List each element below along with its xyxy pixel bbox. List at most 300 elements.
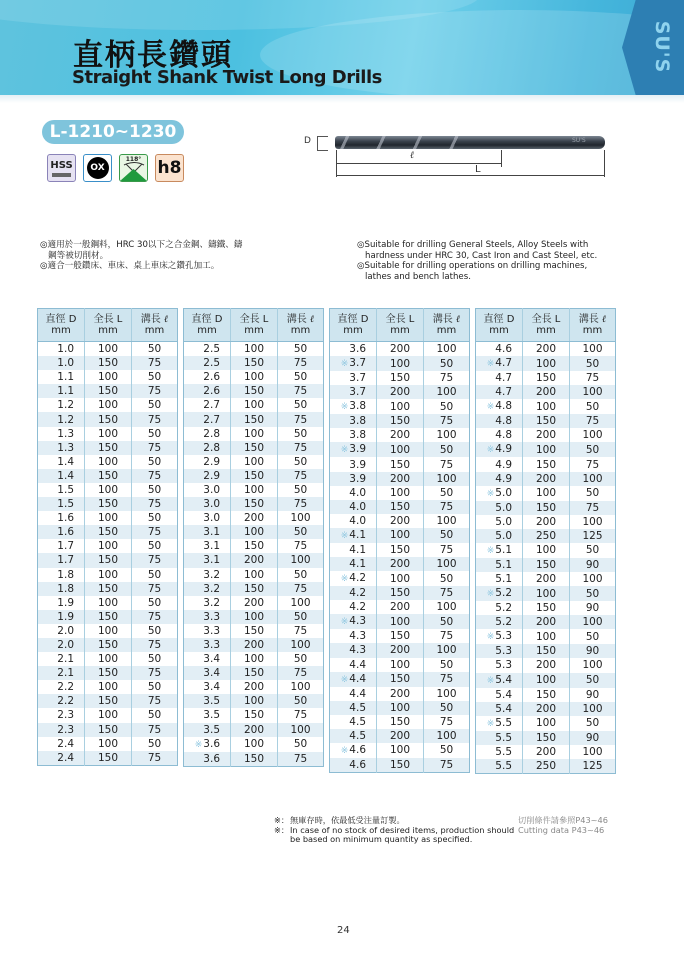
flute-length-cell: 50 (439, 744, 454, 757)
table-row (330, 729, 470, 743)
flute-length-cell: 75 (132, 694, 178, 708)
table-row (330, 571, 470, 586)
diameter-cell: 5.2 (476, 601, 523, 615)
flute-length-cell: 100 (436, 429, 457, 442)
diameter-cell: 3.6 (184, 752, 231, 767)
diameter-cell: 3.1 (184, 553, 231, 567)
flute-length-cell: 50 (147, 709, 162, 722)
diameter-cell: 2.4 (38, 751, 85, 766)
diameter-cell: 5.0 (476, 515, 523, 529)
overall-length-cell: 200 (377, 557, 424, 571)
table-row (184, 483, 324, 497)
overall-length-cell: 100 (85, 596, 132, 610)
overall-length-cell: 100 (377, 614, 424, 629)
table-row (184, 412, 324, 426)
overall-length-cell: 150 (85, 723, 132, 737)
flute-length-cell: 90 (570, 731, 616, 745)
diameter-cell: 4.4 (330, 658, 377, 672)
made-to-order-mark-icon: ※ (340, 445, 349, 456)
table-row (476, 629, 616, 644)
table-row (38, 596, 178, 610)
diameter-cell: 1.6 (38, 525, 85, 539)
diameter-cell: 1.2 (38, 398, 85, 412)
overall-length-cell: 100 (85, 737, 132, 751)
diameter-cell: ※4.7 (476, 356, 523, 371)
table-row (38, 539, 178, 553)
overall-length-cell: 200 (523, 572, 570, 586)
flute-length-cell: 50 (439, 658, 454, 671)
diameter-cell: 4.7 (476, 385, 523, 399)
overall-length-cell: 150 (85, 638, 132, 652)
made-to-order-mark-icon: ※ (340, 402, 349, 413)
spec-table (475, 308, 616, 774)
diameter-cell: 4.5 (330, 729, 377, 743)
table-row (184, 539, 324, 553)
diameter-cell: 2.7 (184, 412, 231, 426)
diameter-cell: ※5.5 (476, 716, 523, 731)
flute-length-cell: 75 (132, 525, 178, 539)
table-row (184, 441, 324, 455)
table-header-row (38, 309, 178, 342)
overall-length-cell: 200 (377, 385, 424, 399)
table-header-row (184, 309, 324, 342)
made-to-order-mark-icon: ※ (340, 617, 349, 628)
made-to-order-mark-icon: ※ (340, 574, 349, 585)
diameter-cell: 3.8 (330, 414, 377, 428)
diameter-cell: 3.0 (184, 483, 231, 497)
overall-length-cell: 150 (85, 553, 132, 567)
flute-length-cell: 50 (147, 568, 162, 581)
flute-length-cell: 100 (582, 573, 603, 586)
diameter-cell: 3.0 (184, 511, 231, 525)
header-diameter: 直徑 D mm (476, 309, 523, 342)
flute-length-cell: 75 (570, 501, 616, 515)
diameter-cell: 1.0 (38, 356, 85, 370)
table-row (184, 370, 324, 384)
footnotes (274, 816, 514, 845)
diameter-cell: 4.0 (330, 486, 377, 500)
note-en-2: be based on minimum quantity as specified. (290, 834, 473, 844)
overall-length-cell: 100 (377, 528, 424, 543)
overall-length-cell: 100 (231, 342, 278, 357)
overall-length-cell: 150 (377, 672, 424, 687)
banner-shadow (0, 95, 684, 103)
diameter-cell: 5.1 (476, 572, 523, 586)
diameter-cell: ※4.2 (330, 571, 377, 586)
spec-table (183, 308, 324, 767)
diameter-cell: 4.7 (476, 371, 523, 385)
table-row (184, 427, 324, 441)
flute-length-cell: 50 (147, 737, 162, 750)
spec-table (37, 308, 178, 766)
table-row (476, 442, 616, 457)
overall-length-cell: 100 (231, 483, 278, 497)
diameter-cell: 2.8 (184, 427, 231, 441)
flute-length-cell: 50 (293, 738, 308, 751)
flute-length-cell: 75 (278, 412, 324, 426)
flute-length-cell: 75 (278, 497, 324, 511)
flute-length-cell: 75 (293, 624, 308, 637)
diameter-cell: 2.6 (184, 370, 231, 384)
flute-length-cell: 75 (132, 638, 178, 652)
hss-icon (47, 154, 76, 182)
table-row (184, 752, 324, 767)
diameter-cell: 4.8 (476, 428, 523, 442)
diameter-cell: 3.3 (184, 638, 231, 652)
diameter-cell: 3.4 (184, 652, 231, 666)
table-row (476, 716, 616, 731)
cutting-data-ref (518, 816, 608, 835)
diameter-cell: ※5.3 (476, 629, 523, 644)
flute-length-cell: 100 (436, 601, 457, 614)
flute-length-cell: 125 (570, 529, 616, 543)
flute-length-cell: 75 (278, 582, 324, 596)
table-row (476, 414, 616, 428)
table-row (476, 586, 616, 601)
overall-length-cell: 200 (231, 723, 278, 737)
diameter-cell: ※4.1 (330, 528, 377, 543)
table-row (330, 543, 470, 557)
table-row (184, 525, 324, 539)
header-diameter: 直徑 D mm (38, 309, 85, 342)
overall-length-cell: 150 (523, 414, 570, 428)
flute-length-cell: 75 (293, 709, 308, 722)
flute-length-cell: 50 (147, 399, 162, 412)
overall-length-cell: 150 (231, 441, 278, 455)
table-row (476, 688, 616, 702)
flute-length-cell: 75 (424, 500, 470, 514)
diameter-cell: 1.0 (38, 342, 85, 357)
flute-length-cell: 50 (570, 586, 616, 601)
flute-length-cell: 50 (147, 540, 162, 553)
overall-length-cell: 150 (231, 497, 278, 511)
diameter-cell: 3.6 (330, 342, 377, 357)
page-title-zh: 直柄長鑽頭 (73, 38, 233, 73)
diameter-cell: 1.7 (38, 539, 85, 553)
diameter-cell: ※3.9 (330, 442, 377, 457)
table-row (330, 442, 470, 457)
overall-length-cell: 200 (523, 385, 570, 399)
table-row (330, 687, 470, 701)
overall-length-cell: 100 (523, 673, 570, 688)
table-row (476, 572, 616, 586)
overall-length-cell: 150 (523, 457, 570, 471)
table-row (184, 455, 324, 469)
overall-length-cell: 100 (523, 629, 570, 644)
table-row (476, 745, 616, 759)
table-row (476, 428, 616, 442)
table-row (38, 680, 178, 694)
overall-length-cell: 100 (85, 455, 132, 469)
overall-length-cell: 150 (377, 758, 424, 773)
flute-length-cell: 75 (585, 458, 600, 471)
diameter-cell: 3.1 (184, 525, 231, 539)
flute-length-cell: 50 (278, 525, 324, 539)
diameter-cell: 3.5 (184, 708, 231, 722)
header-flute-length: 溝長 ℓ mm (278, 309, 324, 342)
table-row (476, 356, 616, 371)
table-row (38, 708, 178, 722)
hss-bar (52, 173, 71, 177)
table-row (38, 568, 178, 582)
table-row (330, 557, 470, 571)
overall-length-cell: 100 (523, 543, 570, 558)
table-row (330, 371, 470, 385)
diameter-cell: 4.6 (330, 758, 377, 773)
flute-length-cell: 100 (424, 729, 470, 743)
table-row (184, 469, 324, 483)
shank-mark: SU'S (572, 137, 586, 144)
table-row (38, 384, 178, 398)
diameter-cell: ※5.2 (476, 586, 523, 601)
table-row (38, 666, 178, 680)
table-row (38, 624, 178, 638)
flute-length-cell: 100 (582, 429, 603, 442)
table-row (184, 610, 324, 624)
diameter-cell: 1.8 (38, 582, 85, 596)
flute-length-cell: 75 (293, 540, 308, 553)
flute-length-cell: 50 (570, 356, 616, 371)
description-zh (40, 240, 242, 272)
diameter-label: D (304, 136, 311, 146)
overall-length-cell: 100 (85, 652, 132, 666)
table-row (38, 356, 178, 370)
flute-length-cell: 100 (424, 557, 470, 571)
overall-length-cell: 150 (231, 582, 278, 596)
table-row (330, 672, 470, 687)
brand-logo: SU'S (651, 20, 673, 74)
overall-length-cell: 100 (85, 708, 132, 722)
hss-label: HSS (50, 159, 73, 171)
flute-length-cell: 50 (147, 343, 162, 356)
diameter-cell: 5.4 (476, 702, 523, 716)
flute-length-cell: 75 (132, 441, 178, 455)
flute-length-cell: 75 (132, 497, 178, 511)
diameter-cell: 3.9 (330, 457, 377, 471)
table-row (330, 600, 470, 614)
flute-length-cell: 50 (439, 572, 454, 585)
flute-length-cell: 50 (147, 455, 162, 468)
flute-length-cell: 125 (570, 759, 616, 774)
overall-length-cell: 250 (523, 529, 570, 543)
overall-length-cell: 150 (85, 441, 132, 455)
table-row (38, 638, 178, 652)
diameter-cell: 4.4 (330, 687, 377, 701)
table-row (184, 638, 324, 652)
overall-length-cell: 100 (231, 610, 278, 624)
table-row (38, 469, 178, 483)
table-row (38, 751, 178, 766)
flute-length-cell: 100 (570, 472, 616, 486)
diameter-cell: 1.5 (38, 497, 85, 511)
flute-length-cell: 100 (278, 638, 324, 652)
diameter-cell: 5.3 (476, 644, 523, 658)
header-diameter: 直徑 D mm (330, 309, 377, 342)
flute-length-cell: 100 (582, 745, 603, 758)
diameter-cell: 5.1 (476, 558, 523, 572)
overall-length-cell: 200 (377, 600, 424, 614)
overall-length-cell: 100 (85, 624, 132, 638)
header-overall-length: 全長 L mm (85, 309, 132, 342)
table-row (330, 586, 470, 600)
table-row (476, 371, 616, 385)
table-row (184, 666, 324, 680)
overall-length-cell: 200 (523, 658, 570, 672)
diameter-cell: 5.5 (476, 731, 523, 745)
diameter-cell: 1.7 (38, 553, 85, 567)
flute-length-cell: 100 (570, 702, 616, 716)
overall-length-cell: 100 (523, 442, 570, 457)
overall-length-cell: 200 (231, 680, 278, 694)
overall-length-cell: 150 (231, 384, 278, 398)
flute-length-cell: 90 (570, 644, 616, 658)
diameter-cell: 1.4 (38, 455, 85, 469)
flute-length-cell: 50 (570, 442, 616, 457)
diameter-cell: 3.5 (184, 694, 231, 708)
header-overall-length: 全長 L mm (377, 309, 424, 342)
overall-length-cell: 100 (523, 486, 570, 501)
flute-length-cell: 75 (132, 582, 178, 596)
flute-length-cell: 75 (439, 543, 454, 556)
table-row (38, 694, 178, 708)
diameter-cell: 1.8 (38, 568, 85, 582)
flute-length-label: ℓ (410, 150, 415, 161)
overall-length-cell: 150 (85, 666, 132, 680)
diameter-cell: 3.4 (184, 680, 231, 694)
diameter-cell: 4.9 (476, 457, 523, 471)
diameter-cell: 5.3 (476, 658, 523, 672)
table-row (330, 715, 470, 729)
made-to-order-mark-icon: ※ (486, 402, 495, 413)
flute-length-cell: 50 (293, 427, 308, 440)
table-row (476, 558, 616, 572)
diameter-cell: 4.5 (330, 701, 377, 715)
overall-length-cell: 150 (377, 457, 424, 471)
diameter-cell: 2.2 (38, 694, 85, 708)
diameter-cell: 3.8 (330, 428, 377, 442)
table-row (476, 702, 616, 716)
flute-length-cell: 75 (132, 553, 178, 567)
flute-length-cell: 50 (293, 483, 308, 496)
flute-length-cell: 75 (132, 412, 178, 426)
table-row (184, 384, 324, 398)
diameter-cell: ※4.4 (330, 672, 377, 687)
diameter-cell: 1.4 (38, 469, 85, 483)
overall-length-cell: 150 (85, 356, 132, 370)
flute-length-cell: 75 (278, 666, 324, 680)
table-row (184, 356, 324, 370)
overall-length-cell: 100 (85, 427, 132, 441)
overall-length-cell: 200 (377, 514, 424, 528)
flute-length-cell: 50 (293, 399, 308, 412)
diameter-cell: 3.2 (184, 568, 231, 582)
overall-length-cell: 100 (231, 370, 278, 384)
overall-length-cell: 200 (523, 615, 570, 629)
page-title-en: Straight Shank Twist Long Drills (72, 67, 382, 88)
table-row (330, 743, 470, 758)
header-flute-length: 溝長 ℓ mm (424, 309, 470, 342)
diameter-cell: 1.1 (38, 370, 85, 384)
table-row (38, 525, 178, 539)
flute-length-cell: 50 (439, 486, 454, 499)
diameter-cell: 4.3 (330, 643, 377, 657)
overall-length-cell: 200 (231, 638, 278, 652)
diameter-cell: ※4.8 (476, 399, 523, 414)
flute-length-cell: 75 (424, 672, 470, 687)
flute-length-cell: 75 (278, 469, 324, 483)
made-to-order-mark-icon: ※ (486, 589, 495, 600)
overall-length-cell: 200 (523, 342, 570, 357)
diameter-cell: 4.9 (476, 472, 523, 486)
diameter-cell: 2.4 (38, 737, 85, 751)
flute-length-cell: 50 (147, 483, 162, 496)
ox-label: OX (87, 157, 109, 179)
overall-length-cell: 100 (377, 571, 424, 586)
table-row (330, 614, 470, 629)
table-row (38, 412, 178, 426)
table-row (184, 511, 324, 525)
diameter-cell: ※3.7 (330, 356, 377, 371)
flute-length-cell: 100 (290, 512, 311, 525)
overall-length-cell: 200 (377, 643, 424, 657)
drill-flutes (335, 136, 465, 149)
table-row (330, 528, 470, 543)
overall-length-cell: 200 (377, 687, 424, 701)
tolerance-h8-icon: h8 (155, 154, 184, 182)
product-code-badge: L-1210~1230 (42, 120, 184, 144)
dim-tick-end (604, 150, 605, 177)
table-row (476, 472, 616, 486)
made-to-order-mark-icon: ※ (486, 359, 495, 370)
diameter-cell: 1.3 (38, 441, 85, 455)
flute-length-cell: 50 (585, 544, 600, 557)
flute-length-cell: 100 (582, 515, 603, 528)
overall-length-cell: 100 (523, 356, 570, 371)
desc-zh-line: ◎適用於一般鋼料，HRC 30以下之合金鋼、鑄鐵、鑄 (40, 240, 243, 250)
made-to-order-mark-icon: ※ (340, 530, 349, 541)
diameter-bracket (317, 136, 328, 151)
flute-length-cell: 100 (278, 723, 324, 737)
diameter-cell: 2.3 (38, 708, 85, 722)
overall-length-cell: 100 (377, 743, 424, 758)
flute-length-cell: 100 (436, 514, 457, 527)
flute-length-cell: 100 (570, 615, 616, 629)
overall-length-cell: 150 (85, 469, 132, 483)
table-row (38, 723, 178, 737)
dim-tick-flute-end (501, 150, 502, 167)
flute-length-cell: 75 (424, 586, 470, 600)
table-row (330, 629, 470, 643)
table-row (330, 514, 470, 528)
cutting-data-en: Cutting data P43~46 (518, 824, 605, 835)
made-to-order-mark-icon: ※ (486, 675, 495, 686)
overall-length-cell: 200 (231, 553, 278, 567)
overall-length-cell: 150 (377, 371, 424, 385)
overall-length-cell: 100 (85, 680, 132, 694)
overall-length-line (336, 175, 604, 176)
table-row (38, 441, 178, 455)
flute-length-cell: 100 (424, 643, 470, 657)
overall-length-cell: 100 (523, 399, 570, 414)
note-symbol: ※： (274, 824, 290, 835)
diameter-cell: 2.6 (184, 384, 231, 398)
diameter-cell: 4.2 (330, 586, 377, 600)
flute-length-cell: 75 (570, 414, 616, 428)
flute-length-cell: 75 (439, 458, 454, 471)
flute-length-cell: 100 (436, 687, 457, 700)
overall-length-cell: 150 (523, 644, 570, 658)
overall-length-cell: 150 (377, 500, 424, 514)
